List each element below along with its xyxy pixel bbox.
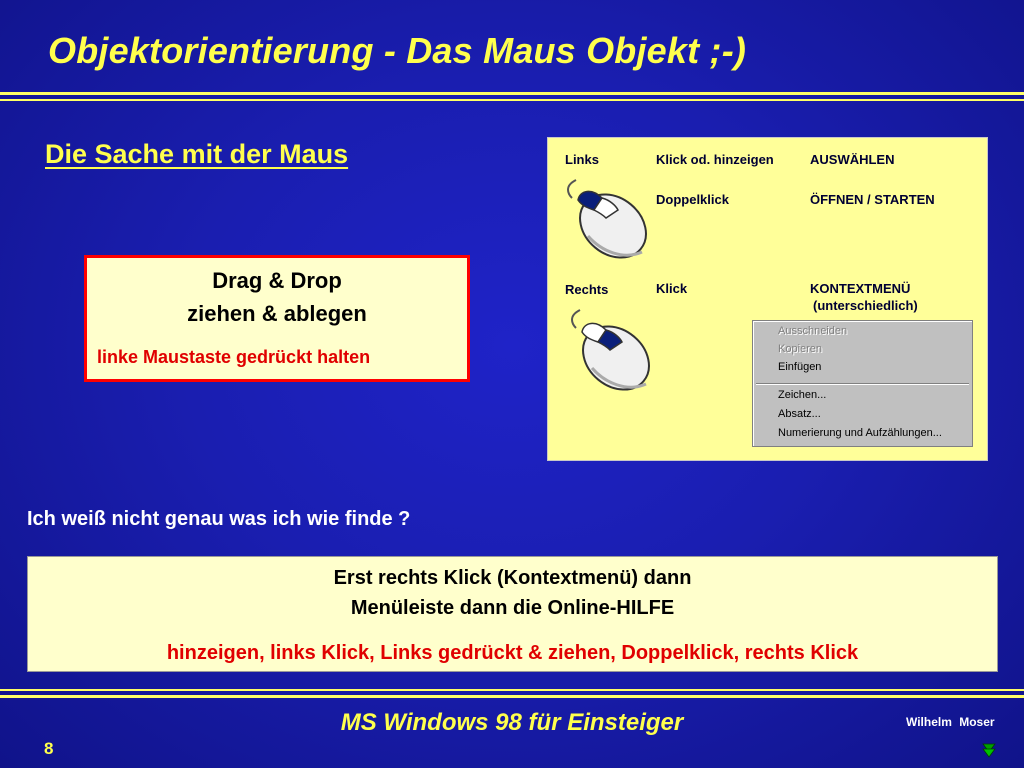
slide-title: Objektorientierung - Das Maus Objekt ;-) bbox=[48, 30, 747, 71]
right-click-note: (unterschiedlich) bbox=[813, 298, 918, 313]
left-click-action: AUSWÄHLEN bbox=[810, 152, 895, 167]
left-click-text: Klick od. hinzeigen bbox=[656, 152, 774, 167]
help-line-1: Erst rechts Klick (Kontextmenü) dann bbox=[333, 567, 692, 589]
down-arrow-nav-icon[interactable] bbox=[981, 741, 997, 759]
right-click-action: KONTEXTMENÜ bbox=[810, 281, 911, 296]
context-menu-copy[interactable]: Kopieren bbox=[778, 343, 823, 355]
right-click-text: Klick bbox=[656, 281, 688, 296]
question-text: Ich weiß nicht genau was ich wie finde ? bbox=[27, 508, 411, 530]
footer-title: MS Windows 98 für Einsteiger bbox=[340, 709, 684, 736]
drag-drop-note: linke Maustaste gedrückt halten bbox=[97, 347, 371, 367]
left-button-label: Links bbox=[565, 152, 599, 167]
title-divider bbox=[0, 92, 1024, 95]
mouse-explanation-panel bbox=[547, 137, 988, 461]
page-number: 8 bbox=[44, 739, 54, 758]
help-box bbox=[27, 556, 998, 672]
drag-drop-box bbox=[84, 255, 470, 382]
left-double-click-action: ÖFFNEN / STARTEN bbox=[810, 192, 935, 207]
help-line-3: hinzeigen, links Klick, Links gedrückt & ziehen, Doppelklick, rechts Klick bbox=[166, 642, 859, 664]
section-heading: Die Sache mit der Maus bbox=[45, 139, 349, 169]
right-button-label: Rechts bbox=[565, 282, 609, 297]
context-menu bbox=[752, 320, 973, 447]
context-menu-paragraph[interactable]: Absatz... bbox=[778, 408, 821, 420]
footer-divider bbox=[0, 695, 1024, 698]
title-divider bbox=[0, 99, 1024, 101]
left-double-click-text: Doppelklick bbox=[656, 192, 729, 207]
context-menu-font[interactable]: Zeichen... bbox=[778, 389, 827, 401]
author-name: Wilhelm Moser bbox=[906, 715, 995, 729]
footer-divider bbox=[0, 689, 1024, 691]
context-menu-numbering[interactable]: Numerierung und Aufzählungen... bbox=[778, 427, 942, 439]
drag-drop-subtitle: ziehen & ablegen bbox=[187, 301, 367, 326]
context-menu-paste[interactable]: Einfügen bbox=[778, 361, 822, 373]
context-menu-separator bbox=[756, 383, 969, 385]
help-line-2: Menüleiste dann die Online-HILFE bbox=[350, 597, 675, 619]
drag-drop-title: Drag & Drop bbox=[212, 268, 342, 293]
mouse-left-button-icon bbox=[558, 176, 658, 268]
context-menu-cut[interactable]: Ausschneiden bbox=[778, 325, 848, 337]
mouse-right-button-icon bbox=[560, 306, 660, 400]
